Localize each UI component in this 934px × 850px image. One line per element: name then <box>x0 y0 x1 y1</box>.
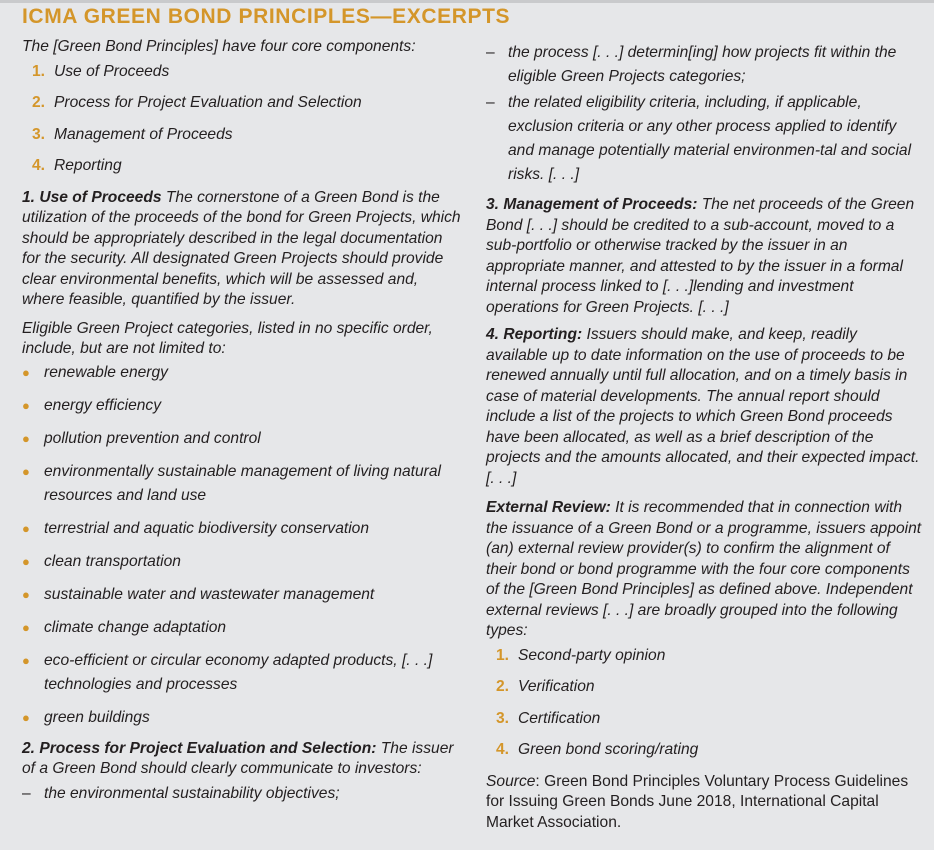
core-components-list <box>22 62 462 177</box>
bullet-icon: ● <box>22 586 30 602</box>
bullet-icon: ● <box>22 553 30 569</box>
section-heading: External Review: <box>486 499 611 516</box>
list-item: 3. Management of Proceeds <box>32 125 233 143</box>
left-column <box>22 37 462 808</box>
use-of-proceeds-paragraph: 1. Use of Proceeds The cornerstone of a Green Bond is the utilization of the proceeds of the bond for Green Projects, which should be appropriately described in the legal documentation for the security. All designated Green Projects should provide clear environmental benefits, which will be assessed and, where feasible, quantified by the issuer. <box>22 188 461 308</box>
list-item: ● energy efficiency <box>22 394 462 418</box>
bullet-icon: ● <box>22 619 30 635</box>
section-heading: 1. Use of Proceeds <box>22 188 162 206</box>
list-item: ● sustainable water and wastewater management <box>22 583 462 607</box>
list-item: 2. Verification <box>496 678 595 695</box>
list-item: ● clean transportation <box>22 550 462 574</box>
list-item: 2. Process for Project Evaluation and Selection <box>32 94 362 111</box>
list-item: – the process [. . .] determin[ing] how projects fit within the eligible Green Projects categories; <box>486 41 922 89</box>
bullet-icon: ● <box>22 463 30 479</box>
list-item: ● climate change adaptation <box>22 616 462 640</box>
bullet-icon: ● <box>22 430 30 446</box>
bullet-icon: ● <box>22 709 30 725</box>
list-item: ● pollution prevention and control <box>22 427 462 451</box>
bullet-icon: ● <box>22 397 30 413</box>
list-item: ● renewable energy <box>22 361 462 385</box>
management-paragraph: 3. Management of Proceeds: The net proceeds of the Green Bond [. . .] should be credited to a sub-account, moved to a sub-portfolio or otherwise tracked by the issuer in an appropriate manner, and attested to by the issuer in a formal internal process linked to [. . .]lending and investment operations for Green Projects. [. . .] <box>486 196 915 316</box>
intro-text: The [Green Bond Principles] have four core components: <box>22 38 416 55</box>
list-item: – the environmental sustainability objectives; <box>22 782 462 806</box>
list-item: 1. Second-party opinion <box>496 646 666 664</box>
dash-icon: – <box>486 94 495 111</box>
process-items-left <box>22 782 462 806</box>
section-heading: 3. Management of Proceeds: <box>486 196 698 213</box>
list-item: ● environmentally sustainable management of living natural resources and land use <box>22 460 462 508</box>
bullet-icon: ● <box>22 364 30 380</box>
section-heading: 4. Reporting: <box>486 326 583 343</box>
reporting-paragraph: 4. Reporting: Issuers should make, and keep, readily available up to date information on the use of proceeds to be renewed annually until full allocation, and on a timely basis in case of material developments. The annual report should include a list of the projects to which Green Bond proceeds have been allocated, as well as a brief description of the projects and the amounts allocated, and their expected impact. [. . .] <box>486 326 920 487</box>
review-types-list <box>486 646 922 761</box>
list-item: 3. Certification <box>496 709 601 727</box>
dash-icon: – <box>22 784 31 802</box>
source-citation: Source: Green Bond Principles Voluntary Process Guidelines for Issuing Green Bonds June 2018, International Capital Market Association. <box>486 772 909 831</box>
list-item: 1. Use of Proceeds <box>32 62 170 80</box>
top-border <box>0 0 934 3</box>
process-items-right <box>486 41 922 187</box>
external-review-paragraph: External Review: It is recommended that in connection with the issuance of a Green Bond or a programme, issuers appoint (an) external review provider(s) to confirm the alignment of their bond or bond programme with the four core components of the [Green Bond Principles] as defined above. Independent external reviews [. . .] are broadly grouped into the following types: <box>486 499 922 639</box>
section-heading: 2. Process for Project Evaluation and Selection: <box>22 739 377 757</box>
list-item: 4. Reporting <box>32 157 122 174</box>
list-item: ● green buildings <box>22 706 462 730</box>
list-item: ● terrestrial and aquatic biodiversity conservation <box>22 517 462 541</box>
page-title: ICMA GREEN BOND PRINCIPLES—EXCERPTS <box>22 5 511 28</box>
bullet-icon: ● <box>22 652 30 668</box>
bullet-icon: ● <box>22 520 30 536</box>
categories-list <box>22 361 462 730</box>
right-column <box>486 41 922 833</box>
list-item: 4. Green bond scoring/rating <box>496 741 699 758</box>
categories-intro: Eligible Green Project categories, listed in no specific order, include, but are not limited to: <box>22 319 433 357</box>
list-item: ● eco-efficient or circular economy adapted products, [. . .] technologies and processes <box>22 649 462 697</box>
dash-icon: – <box>486 44 495 61</box>
list-item: – the related eligibility criteria, including, if applicable, exclusion criteria or any other process applied to identify and manage potentially material environmen-tal and social risks. [. . .] <box>486 91 922 187</box>
process-paragraph: 2. Process for Project Evaluation and Selection: The issuer of a Green Bond should clearly communicate to investors: <box>22 739 454 777</box>
